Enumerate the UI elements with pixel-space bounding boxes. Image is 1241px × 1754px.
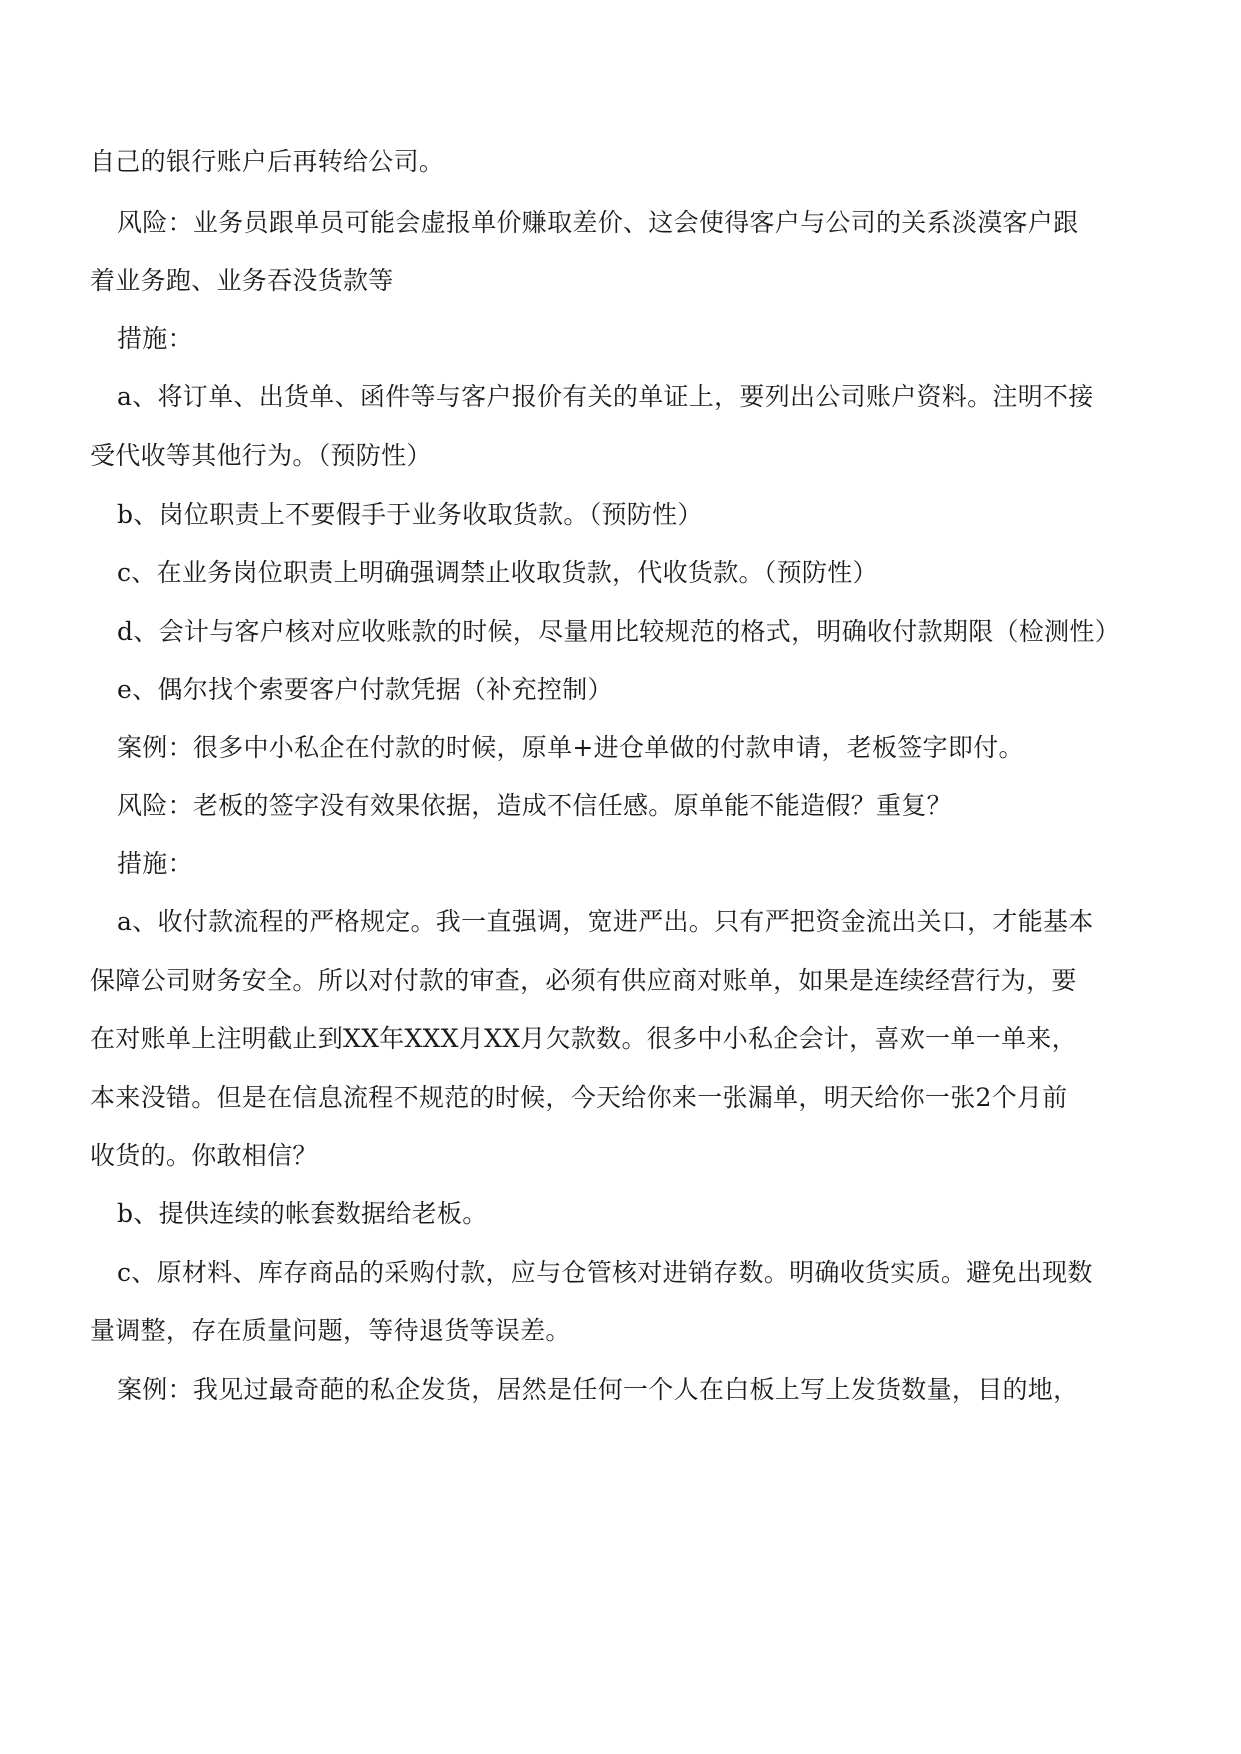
text-line: 受代收等其他行为。（预防性） bbox=[90, 441, 432, 470]
text-line: 风险：业务员跟单员可能会虚报单价赚取差价、这会使得客户与公司的关系淡漠客户跟 bbox=[117, 208, 1079, 237]
text-line: c、原材料、库存商品的采购付款，应与仓管核对进销存数。明确收货实质。避免出现数 bbox=[117, 1258, 1093, 1287]
text-line: 着业务跑、业务吞没货款等 bbox=[90, 266, 394, 295]
text-line: 风险：老板的签字没有效果依据，造成不信任感。原单能不能造假？重复？ bbox=[117, 791, 952, 820]
text-line: c、在业务岗位职责上明确强调禁止收取货款，代收货款。（预防性） bbox=[117, 558, 878, 587]
text-line: 案例：我见过最奇葩的私企发货，居然是任何一个人在白板上写上发货数量，目的地， bbox=[117, 1375, 1079, 1404]
text-line: a、收付款流程的严格规定。我一直强调，宽进严出。只有严把资金流出关口，才能基本 bbox=[117, 907, 1094, 936]
text-line: b、岗位职责上不要假手于业务收取货款。（预防性） bbox=[117, 500, 703, 529]
text-line: 收货的。你敢相信？ bbox=[90, 1141, 318, 1170]
text-line: 措施： bbox=[117, 849, 193, 878]
text-line: 在对账单上注明截止到XX年XXX月XX月欠款数。很多中小私企会计，喜欢一单一单来， bbox=[90, 1024, 1077, 1053]
text-line: 保障公司财务安全。所以对付款的审查，必须有供应商对账单，如果是连续经营行为，要 bbox=[90, 966, 1077, 995]
text-line: 本来没错。但是在信息流程不规范的时候，今天给你来一张漏单，明天给你一张2个月前 bbox=[90, 1083, 1068, 1112]
text-line: 自己的银行账户后再转给公司。 bbox=[90, 147, 445, 176]
text-line: 措施： bbox=[117, 324, 193, 353]
text-line: a、将订单、出货单、函件等与客户报价有关的单证上，要列出公司账户资料。注明不接 bbox=[117, 382, 1094, 411]
text-line: e、偶尔找个索要客户付款凭据（补充控制） bbox=[117, 675, 613, 704]
text-line: 量调整，存在质量问题，等待退货等误差。 bbox=[90, 1316, 571, 1345]
text-line: d、会计与客户核对应收账款的时候，尽量用比较规范的格式，明确收付款期限（检测性） bbox=[117, 617, 1121, 646]
text-line: 案例：很多中小私企在付款的时候，原单+进仓单做的付款申请，老板签字即付。 bbox=[117, 733, 1024, 762]
text-line: b、提供连续的帐套数据给老板。 bbox=[117, 1199, 488, 1228]
